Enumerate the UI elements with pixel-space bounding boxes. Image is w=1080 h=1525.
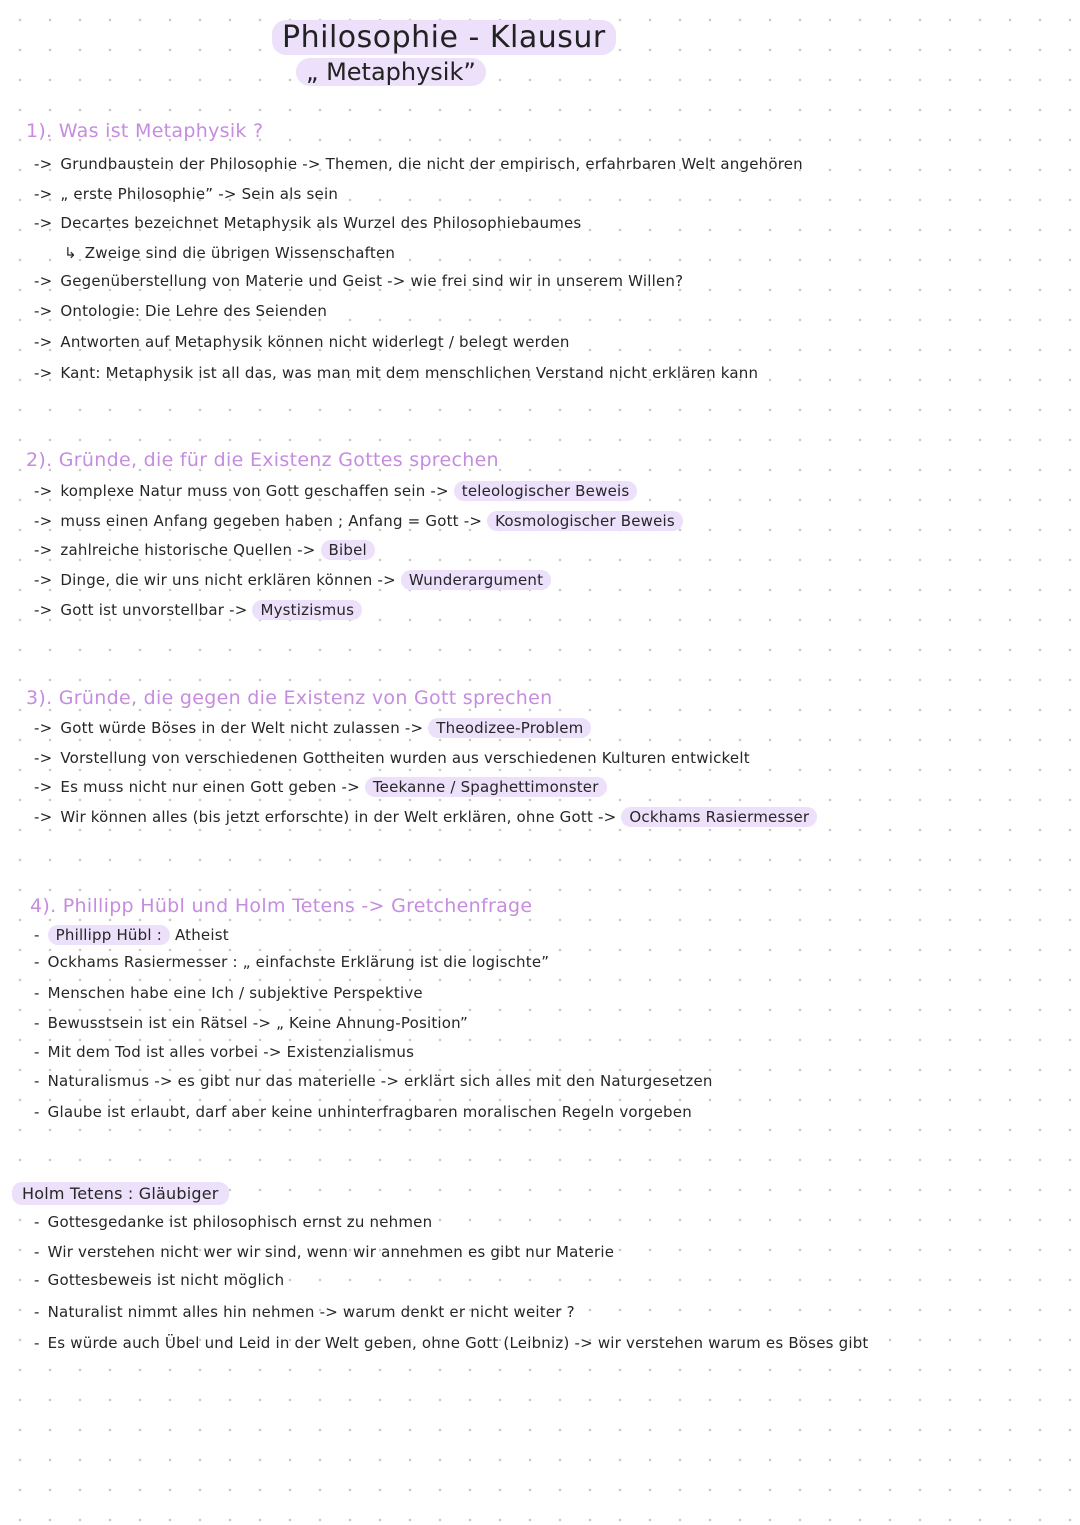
item-text: Kant: Metaphysik ist all das, was man mit dem menschlichen Verstand nicht erklären kann bbox=[60, 364, 759, 382]
dash-bullet: - bbox=[34, 1014, 40, 1032]
item-text: Antworten auf Metaphysik können nicht widerlegt / belegt werden bbox=[60, 333, 570, 351]
item-text: Mit dem Tod ist alles vorbei -> Existenzialismus bbox=[47, 1043, 415, 1061]
list-item bbox=[34, 1243, 614, 1261]
arrow-icon: -> bbox=[34, 541, 53, 559]
list-item bbox=[34, 571, 551, 589]
highlighted-term: Phillipp Hübl : bbox=[48, 925, 170, 945]
section-heading: 1). Was ist Metaphysik ? bbox=[26, 120, 264, 142]
list-item bbox=[34, 541, 375, 559]
list-item bbox=[34, 185, 338, 203]
arrow-icon: -> bbox=[34, 512, 53, 530]
item-text: Es würde auch Übel und Leid in der Welt geben, ohne Gott (Leibniz) -> wir verstehen warum es Böses gibt bbox=[47, 1334, 869, 1352]
arrow-icon: -> bbox=[34, 333, 53, 351]
arrow-icon: -> bbox=[34, 364, 53, 382]
item-text: Zweige sind die übrigen Wissenschaften bbox=[84, 244, 396, 262]
item-text: Gott würde Böses in der Welt nicht zulassen -> bbox=[60, 719, 424, 737]
dash-bullet: - bbox=[34, 1072, 40, 1090]
item-text: Naturalist nimmt alles hin nehmen -> warum denkt er nicht weiter ? bbox=[47, 1303, 575, 1321]
page-title bbox=[272, 20, 616, 55]
item-text: Grundbaustein der Philosophie -> Themen, die nicht der empirisch, erfahrbaren Welt angehören bbox=[60, 155, 803, 173]
list-item bbox=[34, 1014, 468, 1032]
item-text: Atheist bbox=[174, 926, 229, 944]
dash-bullet: - bbox=[34, 1271, 40, 1289]
list-item bbox=[34, 1213, 432, 1231]
title-text: Philosophie - Klausur bbox=[272, 20, 616, 55]
highlighted-term: Mystizismus bbox=[252, 600, 362, 620]
list-item bbox=[34, 302, 327, 320]
list-item bbox=[34, 214, 581, 232]
item-text: komplexe Natur muss von Gott geschaffen sein -> bbox=[60, 482, 449, 500]
dash-bullet: - bbox=[34, 1243, 40, 1261]
item-text: Gottesbeweis ist nicht möglich bbox=[47, 1271, 285, 1289]
dash-bullet: - bbox=[34, 953, 40, 971]
item-text: Naturalismus -> es gibt nur das materielle -> erklärt sich alles mit den Naturgesetzen bbox=[47, 1072, 713, 1090]
arrow-icon: -> bbox=[34, 778, 53, 796]
item-text: Ontologie: Die Lehre des Seienden bbox=[60, 302, 328, 320]
dash-bullet: - bbox=[34, 1103, 40, 1121]
item-text: Dinge, die wir uns nicht erklären können -> bbox=[60, 571, 396, 589]
item-text: muss einen Anfang gegeben haben ; Anfang = Gott -> bbox=[60, 512, 483, 530]
list-item bbox=[34, 984, 423, 1002]
list-item bbox=[34, 808, 817, 826]
arrow-icon: -> bbox=[34, 601, 53, 619]
arrow-icon: -> bbox=[34, 482, 53, 500]
list-item bbox=[34, 1103, 692, 1121]
arrow-icon: -> bbox=[34, 185, 53, 203]
item-text: Ockhams Rasiermesser : „ einfachste Erklärung ist die logischte” bbox=[47, 953, 550, 971]
list-item bbox=[34, 953, 549, 971]
subtitle-text: „ Metaphysik” bbox=[296, 58, 486, 86]
arrow-icon: -> bbox=[34, 719, 53, 737]
arrow-icon: -> bbox=[34, 302, 53, 320]
dash-bullet: - bbox=[34, 926, 40, 944]
item-text: Wir können alles (bis jetzt erforschte) in der Welt erklären, ohne Gott -> bbox=[60, 808, 617, 826]
arrow-icon: -> bbox=[34, 214, 53, 232]
highlighted-term: Bibel bbox=[321, 540, 375, 560]
list-item bbox=[34, 778, 607, 796]
list-item bbox=[34, 1072, 713, 1090]
page-subtitle bbox=[296, 58, 486, 86]
section-heading: 3). Gründe, die gegen die Existenz von Gott sprechen bbox=[26, 687, 553, 709]
item-text: Wir verstehen nicht wer wir sind, wenn wir annehmen es gibt nur Materie bbox=[47, 1243, 615, 1261]
item-text: Gegenüberstellung von Materie und Geist -> wie frei sind wir in unserem Willen? bbox=[60, 272, 684, 290]
item-text: Menschen habe eine Ich / subjektive Perspektive bbox=[47, 984, 423, 1002]
highlighted-term: Teekanne / Spaghettimonster bbox=[365, 777, 607, 797]
list-item bbox=[34, 1334, 869, 1352]
list-item bbox=[34, 1303, 575, 1321]
item-text: „ erste Philosophie” -> Sein als sein bbox=[60, 185, 339, 203]
list-item bbox=[34, 272, 683, 290]
subsection-heading bbox=[12, 1184, 229, 1203]
item-text: Glaube ist erlaubt, darf aber keine unhinterfragbaren moralischen Regeln vorgeben bbox=[47, 1103, 692, 1121]
list-item bbox=[34, 155, 803, 173]
highlighted-term: Wunderargument bbox=[401, 570, 551, 590]
highlighted-term: Holm Tetens : Gläubiger bbox=[12, 1182, 229, 1205]
list-item bbox=[34, 749, 750, 767]
item-text: Vorstellung von verschiedenen Gottheiten wurden aus verschiedenen Kulturen entwickelt bbox=[60, 749, 750, 767]
return-arrow-icon: ↳ bbox=[64, 244, 77, 262]
section-heading: 2). Gründe, die für die Existenz Gottes sprechen bbox=[26, 449, 499, 471]
item-text: zahlreiche historische Quellen -> bbox=[60, 541, 316, 559]
arrow-icon: -> bbox=[34, 272, 53, 290]
list-item bbox=[34, 926, 229, 944]
dash-bullet: - bbox=[34, 1334, 40, 1352]
dash-bullet: - bbox=[34, 984, 40, 1002]
item-text: Bewusstsein ist ein Rätsel -> „ Keine Ahnung-Position” bbox=[47, 1014, 469, 1032]
list-item bbox=[34, 719, 591, 737]
arrow-icon: -> bbox=[34, 155, 53, 173]
list-item bbox=[34, 333, 570, 351]
list-item bbox=[34, 1271, 284, 1289]
arrow-icon: -> bbox=[34, 571, 53, 589]
list-item-sub bbox=[64, 244, 395, 262]
highlighted-term: Kosmologischer Beweis bbox=[487, 511, 683, 531]
list-item bbox=[34, 512, 683, 530]
dash-bullet: - bbox=[34, 1213, 40, 1231]
item-text: Decartes bezeichnet Metaphysik als Wurzel des Philosophiebaumes bbox=[60, 214, 582, 232]
dash-bullet: - bbox=[34, 1043, 40, 1061]
section-heading: 4). Phillipp Hübl und Holm Tetens -> Gretchenfrage bbox=[30, 895, 533, 917]
list-item bbox=[34, 1043, 414, 1061]
list-item bbox=[34, 364, 758, 382]
dash-bullet: - bbox=[34, 1303, 40, 1321]
arrow-icon: -> bbox=[34, 808, 53, 826]
item-text: Gott ist unvorstellbar -> bbox=[60, 601, 248, 619]
highlighted-term: teleologischer Beweis bbox=[454, 481, 638, 501]
item-text: Gottesgedanke ist philosophisch ernst zu nehmen bbox=[47, 1213, 433, 1231]
arrow-icon: -> bbox=[34, 749, 53, 767]
list-item bbox=[34, 482, 637, 500]
highlighted-term: Ockhams Rasiermesser bbox=[621, 807, 817, 827]
item-text: Es muss nicht nur einen Gott geben -> bbox=[60, 778, 360, 796]
highlighted-term: Theodizee-Problem bbox=[428, 718, 591, 738]
list-item bbox=[34, 601, 362, 619]
